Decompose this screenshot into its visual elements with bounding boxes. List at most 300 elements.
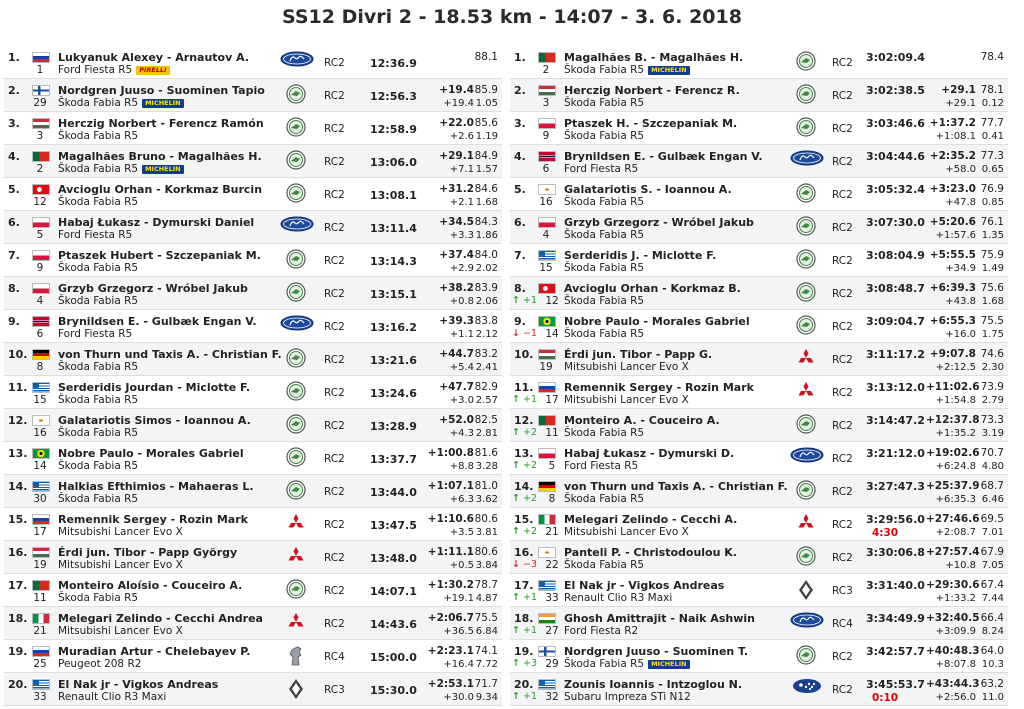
result-row[interactable] — [4, 46, 502, 79]
time: 12:36.9 — [370, 57, 417, 70]
car-model — [58, 163, 184, 175]
result-row[interactable] — [510, 409, 1008, 442]
car-model — [564, 130, 644, 142]
skoda-logo-icon — [286, 117, 306, 140]
gap-to-previous: +6.3 — [449, 494, 474, 505]
crew-names[interactable]: Halkias Efthimios - Mahaeras L. — [58, 480, 254, 493]
class-label: RC2 — [832, 387, 853, 399]
gap-to-previous: +4.3 — [449, 428, 474, 439]
gap-to-previous: +2:56.0 — [935, 692, 976, 703]
position-change — [512, 658, 537, 669]
position: 12. — [514, 414, 534, 427]
crew-names[interactable]: Habaj Łukasz - Dymurski Daniel — [58, 216, 255, 229]
car-number: 19 — [33, 559, 47, 571]
result-row[interactable] — [4, 310, 502, 343]
position-change-value: +1 — [523, 625, 538, 636]
crew-names[interactable]: von Thurn und Taxis A. - Christian F. — [58, 348, 282, 361]
crew-names[interactable]: Muradian Artur - Chelebayev P. — [58, 645, 251, 658]
ford-logo-icon — [280, 51, 314, 70]
car-model — [564, 658, 690, 670]
position: 2. — [514, 84, 526, 97]
crew-names[interactable]: Serderidis J. - Miclotte F. — [564, 249, 717, 262]
time-ratio: 1.05 — [475, 98, 498, 109]
position-change — [512, 295, 537, 306]
mitsubishi-logo-icon — [286, 513, 306, 536]
gap-to-previous: +0.5 — [449, 560, 474, 571]
car-number: 1 — [36, 64, 44, 76]
crew-names[interactable]: Habaj Łukasz - Dymurski D. — [564, 447, 735, 460]
gap-to-leader: +2:53.1 — [427, 678, 474, 690]
car-number: 14 — [33, 460, 47, 472]
car-number: 17 — [545, 394, 559, 406]
car-model-name: Renault Clio R3 Maxi — [564, 592, 673, 604]
car-model-name: Ford Fiesta R5 — [564, 163, 639, 175]
result-row[interactable] — [4, 178, 502, 211]
flag-cy-icon — [32, 415, 50, 426]
position-change — [512, 394, 537, 405]
class-label: RC2 — [832, 123, 853, 135]
crew-names[interactable]: Ptaszek Hubert - Szczepaniak M. — [58, 249, 261, 262]
car-model-name: Mitsubishi Lancer Evo X — [58, 526, 183, 538]
gap-to-previous: +10.8 — [945, 560, 976, 571]
crew-names[interactable]: Magalhães Bruno - Magalhães H. — [58, 150, 262, 163]
gap-to-previous: +1:54.8 — [935, 395, 976, 406]
ford-logo-icon — [280, 315, 314, 334]
time-ratio: 3.62 — [475, 494, 498, 505]
class-label: RC2 — [324, 57, 345, 69]
position-change — [512, 625, 537, 636]
time: 12:58.9 — [370, 123, 417, 136]
car-model — [58, 427, 138, 439]
position-change-value: +2 — [523, 427, 538, 438]
result-row[interactable] — [510, 343, 1008, 376]
result-row[interactable] — [4, 442, 502, 475]
car-model-name: Škoda Fabia R5 — [58, 295, 139, 307]
skoda-logo-icon — [796, 315, 816, 338]
flag-tr-icon — [32, 184, 50, 195]
gap-to-leader: +31.2 — [439, 183, 474, 195]
time: 3:14:47.2 — [866, 414, 925, 427]
car-model-name: Škoda Fabia R5 — [564, 196, 645, 208]
time: 3:27:47.3 — [866, 480, 925, 493]
crew-names[interactable]: Melegari Zelindo - Cecchi A. — [564, 513, 738, 526]
gap-to-previous: +43.8 — [945, 296, 976, 307]
result-row[interactable] — [510, 541, 1008, 574]
car-model-name: Škoda Fabia R5 — [564, 97, 645, 109]
result-row[interactable] — [4, 640, 502, 673]
gap-to-leader: +29.1 — [941, 84, 976, 96]
average-speed: 64.0 — [980, 645, 1004, 657]
flag-pt-icon — [32, 580, 50, 591]
crew-names[interactable]: Nobre Paulo - Morales Gabriel — [564, 315, 750, 328]
result-row[interactable] — [510, 640, 1008, 673]
gap-to-previous: +1:57.6 — [935, 230, 976, 241]
time-ratio: 2.57 — [475, 395, 498, 406]
time: 3:29:56.0 — [866, 513, 925, 526]
car-model-name: Škoda Fabia R5 — [58, 460, 139, 472]
crew-names[interactable]: Grzyb Grzegorz - Wróbel Jakub — [564, 216, 754, 229]
car-model-name: Mitsubishi Lancer Evo X — [564, 361, 689, 373]
crew-names[interactable]: von Thurn und Taxis A. - Christian F. — [564, 480, 788, 493]
car-model — [58, 328, 132, 340]
average-speed: 80.6 — [474, 513, 498, 525]
crew-names[interactable]: Monteiro A. - Couceiro A. — [564, 414, 720, 427]
gap-to-leader: +52.0 — [439, 414, 474, 426]
car-model — [58, 229, 132, 241]
flag-it-icon — [32, 613, 50, 624]
mitsubishi-logo-icon — [796, 348, 816, 371]
car-model — [58, 526, 183, 538]
result-row[interactable] — [510, 607, 1008, 640]
penalty-time: 4:30 — [872, 527, 899, 539]
flag-gr-icon — [32, 679, 50, 690]
result-row[interactable] — [510, 79, 1008, 112]
flag-fi-icon — [538, 646, 556, 657]
crew-names[interactable]: Brynildsen E. - Gulbæk Engan V. — [58, 315, 257, 328]
position: 10. — [8, 348, 28, 361]
car-model-name: Mitsubishi Lancer Evo X — [58, 559, 183, 571]
result-row[interactable] — [4, 211, 502, 244]
result-row[interactable] — [510, 475, 1008, 508]
car-model — [564, 592, 672, 604]
average-speed: 84.0 — [474, 249, 498, 261]
position: 19. — [514, 645, 534, 658]
crew-names[interactable]: Grzyb Grzegorz - Wróbel Jakub — [58, 282, 248, 295]
result-row[interactable] — [510, 442, 1008, 475]
class-label: RC2 — [832, 684, 853, 696]
crew-names[interactable]: Avcioglu Orhan - Korkmaz B. — [564, 282, 741, 295]
result-row[interactable] — [510, 673, 1008, 706]
skoda-logo-icon — [796, 645, 816, 668]
class-label: RC2 — [832, 255, 853, 267]
average-speed: 82.9 — [474, 381, 498, 393]
car-model-name: Škoda Fabia R5 — [564, 130, 645, 142]
result-row[interactable] — [4, 673, 502, 706]
time-ratio: 4.87 — [475, 593, 498, 604]
result-row[interactable] — [510, 310, 1008, 343]
average-speed: 81.0 — [474, 480, 498, 492]
result-row[interactable] — [510, 376, 1008, 409]
position-change — [512, 427, 537, 438]
time-ratio: 7.01 — [981, 527, 1004, 538]
position-change — [512, 691, 537, 702]
car-model — [58, 625, 183, 637]
crew-names[interactable]: Remennik Sergey - Rozin Mark — [58, 513, 248, 526]
result-row[interactable] — [4, 508, 502, 541]
car-model-name: Škoda Fabia R5 — [564, 295, 645, 307]
average-speed: 71.7 — [474, 678, 498, 690]
time: 13:21.6 — [370, 354, 417, 367]
flag-gr-icon — [32, 481, 50, 492]
crew-names[interactable]: El Nak jr - Vigkos Andreas — [564, 579, 725, 592]
gap-to-leader: +27:57.4 — [926, 546, 980, 558]
car-model-name: Škoda Fabia R5 — [564, 64, 645, 76]
time-ratio: 2.30 — [981, 362, 1004, 373]
result-row[interactable] — [4, 376, 502, 409]
crew-names[interactable]: Herczig Norbert - Ferencz R. — [564, 84, 740, 97]
time: 13:44.0 — [370, 486, 417, 499]
gap-to-leader: +5:20.6 — [929, 216, 976, 228]
time: 13:37.7 — [370, 453, 417, 466]
arrow-up-icon: ↑ — [512, 592, 520, 603]
car-number: 16 — [33, 427, 47, 439]
result-row[interactable] — [510, 244, 1008, 277]
time: 3:05:32.4 — [866, 183, 925, 196]
car-model — [564, 262, 644, 274]
crew-names[interactable]: Serderidis Jourdan - Miclotte F. — [58, 381, 251, 394]
average-speed: 75.5 — [474, 612, 498, 624]
car-model — [564, 559, 644, 571]
car-number: 30 — [33, 493, 47, 505]
car-model — [564, 493, 644, 505]
gap-to-previous: +1:33.2 — [935, 593, 976, 604]
car-model-name: Škoda Fabia R5 — [58, 97, 139, 109]
penalty-time: 0:10 — [872, 692, 899, 704]
arrow-down-icon: ↓ — [512, 328, 520, 339]
arrow-up-icon: ↑ — [512, 625, 520, 636]
skoda-logo-icon — [796, 480, 816, 503]
result-row[interactable] — [4, 343, 502, 376]
time: 3:42:57.7 — [866, 645, 925, 658]
crew-names[interactable]: Avcioglu Orhan - Korkmaz Burcin — [58, 183, 263, 196]
crew-names[interactable]: Remennik Sergey - Rozin Mark — [564, 381, 754, 394]
gap-to-previous: +8.8 — [449, 461, 474, 472]
class-label: RC2 — [324, 486, 345, 498]
time-ratio: 0.85 — [981, 197, 1004, 208]
result-row[interactable] — [510, 277, 1008, 310]
arrow-down-icon: ↓ — [512, 559, 520, 570]
result-row[interactable] — [4, 112, 502, 145]
result-row[interactable] — [510, 178, 1008, 211]
class-label: RC2 — [324, 222, 345, 234]
skoda-logo-icon — [796, 282, 816, 305]
result-row[interactable] — [4, 244, 502, 277]
car-number: 3 — [36, 130, 44, 142]
time: 3:30:06.8 — [866, 546, 925, 559]
class-label: RC2 — [832, 486, 853, 498]
position-change-value: +2 — [523, 493, 538, 504]
crew-names[interactable]: Érdi jun. Tibor - Papp György — [58, 546, 238, 559]
car-number: 15 — [33, 394, 47, 406]
skoda-logo-icon — [286, 348, 306, 371]
crew-names[interactable]: Ghosh Amittrajit - Naik Ashwin — [564, 612, 755, 625]
result-row[interactable] — [510, 112, 1008, 145]
crew-names[interactable]: Magalhães B. - Magalhães H. — [564, 51, 744, 64]
crew-names[interactable]: Lukyanuk Alexey - Arnautov A. — [58, 51, 249, 64]
flag-de-icon — [32, 349, 50, 360]
flag-no-icon — [32, 316, 50, 327]
position: 8. — [8, 282, 20, 295]
car-model — [58, 658, 141, 670]
flag-pt-icon — [538, 415, 556, 426]
car-number: 11 — [33, 592, 47, 604]
skoda-logo-icon — [796, 546, 816, 569]
gap-to-leader: +37.4 — [439, 249, 474, 261]
position: 20. — [8, 678, 28, 691]
michelin-logo-icon: MICHELIN — [648, 66, 690, 75]
car-model-name: Škoda Fabia R5 — [58, 196, 139, 208]
time: 13:24.6 — [370, 387, 417, 400]
gap-to-previous: +29.1 — [945, 98, 976, 109]
average-speed: 74.1 — [474, 645, 498, 657]
time: 14:07.1 — [370, 585, 417, 598]
car-model — [564, 526, 689, 538]
time: 3:08:04.9 — [866, 249, 925, 262]
crew-names[interactable]: Melegari Zelindo - Cecchi Andrea — [58, 612, 263, 625]
crew-names[interactable]: Nordgren Juuso - Suominen Tapio — [58, 84, 265, 97]
crew-names[interactable]: Ptaszek H. - Szczepaniak M. — [564, 117, 738, 130]
gap-to-leader: +1:10.6 — [427, 513, 474, 525]
gap-to-previous: +1:08.1 — [935, 131, 976, 142]
car-model-name: Škoda Fabia R5 — [58, 592, 139, 604]
gap-to-leader: +38.2 — [439, 282, 474, 294]
class-label: RC2 — [832, 57, 853, 69]
flag-br-icon — [32, 448, 50, 459]
time-ratio: 0.41 — [981, 131, 1004, 142]
renault-logo-icon — [796, 579, 816, 604]
time: 15:30.0 — [370, 684, 417, 697]
class-label: RC2 — [324, 354, 345, 366]
result-row[interactable] — [510, 508, 1008, 541]
average-speed: 67.4 — [980, 579, 1004, 591]
average-speed: 78.7 — [474, 579, 498, 591]
gap-to-leader: +29:30.6 — [926, 579, 980, 591]
car-number: 19 — [539, 361, 553, 373]
result-row[interactable] — [4, 145, 502, 178]
position: 9. — [514, 315, 526, 328]
time-ratio: 1.35 — [981, 230, 1004, 241]
time-ratio: 10.3 — [981, 659, 1004, 670]
result-row[interactable] — [510, 211, 1008, 244]
time: 13:14.3 — [370, 255, 417, 268]
car-model — [564, 328, 644, 340]
average-speed: 84.6 — [474, 183, 498, 195]
time: 3:34:49.9 — [866, 612, 925, 625]
skoda-logo-icon — [286, 480, 306, 503]
car-number: 29 — [33, 97, 47, 109]
result-row[interactable] — [4, 79, 502, 112]
flag-ru-icon — [32, 52, 50, 63]
result-row[interactable] — [510, 46, 1008, 79]
position-change-value: +1 — [523, 394, 538, 405]
result-row[interactable] — [4, 607, 502, 640]
arrow-up-icon: ↑ — [512, 295, 520, 306]
time: 13:15.1 — [370, 288, 417, 301]
average-speed: 68.7 — [980, 480, 1004, 492]
car-model — [564, 427, 644, 439]
car-model-name: Ford Fiesta R5 — [564, 460, 639, 472]
car-model-name: Ford Fiesta R5 — [58, 64, 133, 76]
result-row[interactable] — [4, 277, 502, 310]
gap-to-previous: +5.4 — [449, 362, 474, 373]
gap-to-previous: +3:09.9 — [935, 626, 976, 637]
crew-names[interactable]: Panteli P. - Christodoulou K. — [564, 546, 737, 559]
crew-names[interactable]: Érdi jun. Tibor - Papp G. — [564, 348, 713, 361]
average-speed: 80.6 — [474, 546, 498, 558]
time-ratio: 3.84 — [475, 560, 498, 571]
result-row[interactable] — [4, 475, 502, 508]
crew-names[interactable]: Zounis Ioannis - Intzoglou N. — [564, 678, 743, 691]
time: 3:04:44.6 — [866, 150, 925, 163]
car-number: 12 — [545, 295, 559, 307]
car-number: 15 — [539, 262, 553, 274]
result-row[interactable] — [4, 409, 502, 442]
class-label: RC4 — [832, 618, 853, 630]
gap-to-previous: +7.1 — [449, 164, 474, 175]
position: 12. — [8, 414, 28, 427]
result-row[interactable] — [510, 574, 1008, 607]
average-speed: 78.1 — [980, 84, 1004, 96]
position: 14. — [514, 480, 534, 493]
flag-hu-icon — [538, 349, 556, 360]
mitsubishi-logo-icon — [796, 381, 816, 404]
position-change — [512, 460, 537, 471]
car-model — [564, 460, 638, 472]
crew-names[interactable]: El Nak jr - Vigkos Andreas — [58, 678, 219, 691]
position-change-value: +2 — [523, 460, 538, 471]
car-model-name: Škoda Fabia R5 — [58, 262, 139, 274]
position-change — [512, 493, 537, 504]
car-number: 2 — [542, 64, 550, 76]
class-label: RC2 — [832, 519, 853, 531]
time: 3:21:12.0 — [866, 447, 925, 460]
crew-names[interactable]: Galatariotis Simos - Ioannou A. — [58, 414, 251, 427]
gap-to-previous: +47.8 — [945, 197, 976, 208]
car-number: 33 — [33, 691, 47, 703]
position: 1. — [514, 51, 526, 64]
crew-names[interactable]: Galatariotis S. - Ioannou A. — [564, 183, 732, 196]
result-row[interactable] — [4, 541, 502, 574]
time-ratio: 3.81 — [475, 527, 498, 538]
gap-to-previous: +2.9 — [449, 263, 474, 274]
time: 13:47.5 — [370, 519, 417, 532]
average-speed: 66.4 — [980, 612, 1004, 624]
skoda-logo-icon — [286, 84, 306, 107]
average-speed: 75.9 — [980, 249, 1004, 261]
average-speed: 73.3 — [980, 414, 1004, 426]
time-ratio: 2.81 — [475, 428, 498, 439]
car-model — [564, 394, 689, 406]
car-model-name: Mitsubishi Lancer Evo X — [564, 394, 689, 406]
crew-names[interactable]: Nobre Paulo - Morales Gabriel — [58, 447, 244, 460]
crew-names[interactable]: Nordgren Juuso - Suominen T. — [564, 645, 749, 658]
car-number: 8 — [36, 361, 44, 373]
time: 3:08:48.7 — [866, 282, 925, 295]
time: 3:45:53.7 — [866, 678, 925, 691]
overall-results-table — [510, 46, 1008, 706]
time-ratio: 2.06 — [475, 296, 498, 307]
crew-names[interactable]: Herczig Norbert - Ferencz Ramón — [58, 117, 264, 130]
flag-no-icon — [538, 151, 556, 162]
class-label: RC2 — [324, 90, 345, 102]
car-model-name: Ford Fiesta R2 — [564, 625, 639, 637]
result-row[interactable] — [4, 574, 502, 607]
crew-names[interactable]: Monteiro Aloísio - Couceiro A. — [58, 579, 243, 592]
car-model — [58, 460, 138, 472]
result-row[interactable] — [510, 145, 1008, 178]
car-number: 17 — [33, 526, 47, 538]
class-label: RC2 — [324, 618, 345, 630]
car-model — [58, 691, 166, 703]
position: 10. — [514, 348, 534, 361]
time-ratio: 11.0 — [981, 692, 1004, 703]
crew-names[interactable]: Brynildsen E. - Gulbæk Engan V. — [564, 150, 763, 163]
ford-logo-icon — [790, 447, 824, 466]
class-label: RC2 — [832, 156, 853, 168]
time-ratio: 2.41 — [475, 362, 498, 373]
car-number: 5 — [36, 229, 44, 241]
car-model-name: Škoda Fabia R5 — [58, 361, 139, 373]
